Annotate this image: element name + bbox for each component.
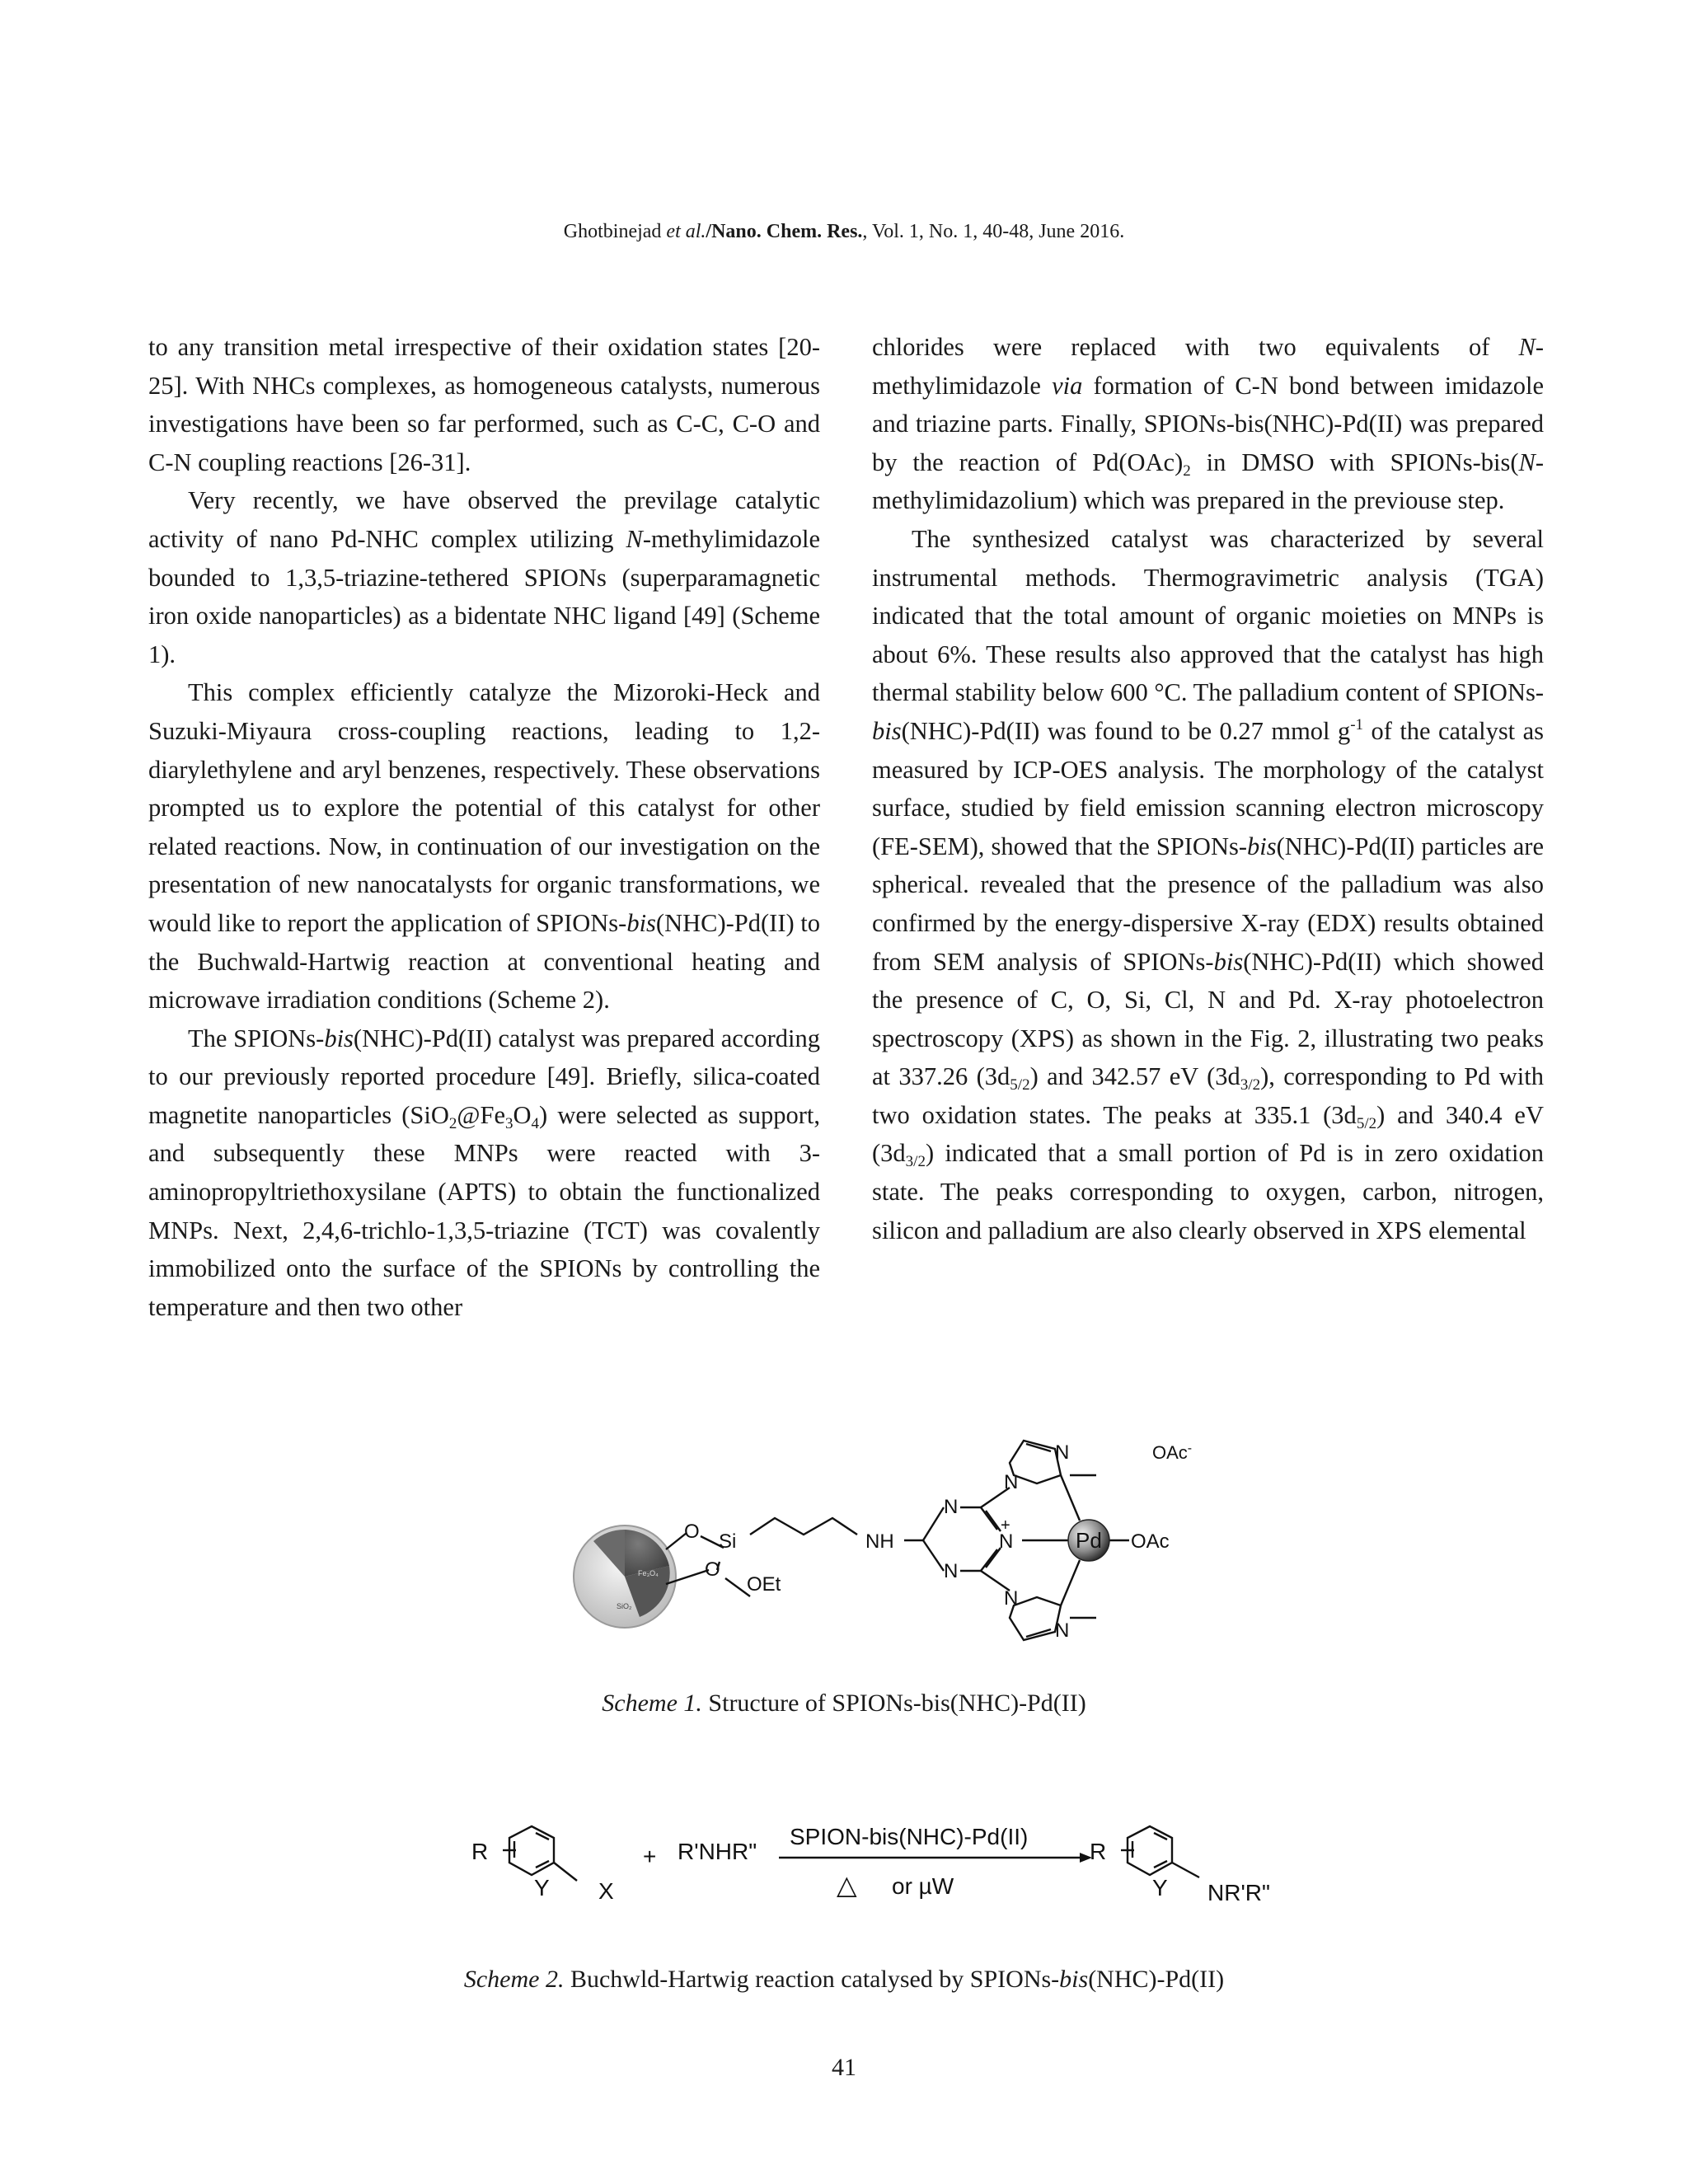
text-run: @Fe bbox=[457, 1100, 505, 1129]
label-amine: R'NHR" bbox=[678, 1839, 757, 1864]
subscript: 4 bbox=[531, 1114, 540, 1132]
label-catalyst: SPION-bis(NHC)-Pd(II) bbox=[790, 1824, 1029, 1849]
subscript: 2 bbox=[448, 1114, 457, 1132]
left-paragraph-4 bbox=[148, 1019, 820, 1327]
scheme-2-caption bbox=[0, 1966, 1688, 1994]
text-run: This complex efficiently catalyze the Mizoroki-Heck and Suzuki-Miyaura cross-coupling reactions, leading to 1,2-diarylethylene and aryl benzenes, respectively. These observations prompted us to explore the potential of this catalyst for other related reactions. Now, in continuation of our investigation on the presentation of new nanocatalysts for organic transformations, we would like to report the application of SPIONs- bbox=[148, 678, 820, 937]
subscript: 3/2 bbox=[905, 1153, 926, 1171]
label-y-left: Y bbox=[534, 1875, 550, 1900]
right-column bbox=[872, 328, 1544, 1249]
text-run: chlorides were replaced with two equivalents of bbox=[872, 333, 1519, 361]
label-plus: + bbox=[643, 1844, 657, 1869]
text-run: O bbox=[513, 1100, 532, 1129]
text-run: in DMSO with SPIONs-bis( bbox=[1190, 448, 1519, 476]
text-run: (NHC)-Pd(II) which showed the presence of C, O, Si, Cl, N and Pd. X-ray photoelectron spectroscopy (XPS) as shown in the Fig. 2, illustrating two peaks at 337.26 (3d bbox=[872, 947, 1544, 1091]
text-run: (NHC)-Pd(II) catalyst was prepared according to our previously reported procedure [49]. Briefly, silica-coated magnetite nanoparticles (SiO bbox=[148, 1024, 820, 1129]
label-triangle-icon: △ bbox=[837, 1870, 857, 1900]
text-run: of the catalyst as measured by ICP-OES analysis. The morphology of the catalyst surface, studied by field emission scanning electron microscopy (FE-SEM), showed that the SPIONs- bbox=[872, 716, 1544, 860]
superscript: -1 bbox=[1350, 715, 1364, 733]
subscript: 3/2 bbox=[1240, 1076, 1261, 1094]
text-run: to any transition metal irrespective of their oxidation states [20-25]. With NHCs complexes, as homogeneous catalysts, numerous investigations have been so far performed, such as C-C, C-O and C-N coupling reactions [26-31]. bbox=[148, 333, 820, 476]
label-product: NR'R" bbox=[1207, 1880, 1270, 1905]
caption-italic: bis bbox=[1059, 1966, 1089, 1993]
running-header bbox=[0, 221, 1688, 243]
left-column bbox=[148, 328, 820, 1326]
text-run: ) and 342.57 eV (3d bbox=[1029, 1062, 1240, 1091]
oac-anion-text: OAc bbox=[1152, 1442, 1188, 1463]
label-n-im-top1: N bbox=[1004, 1471, 1019, 1493]
label-or-mw: or µW bbox=[892, 1873, 954, 1899]
caption-label: Scheme 2. bbox=[463, 1966, 565, 1993]
header-etal: et al. bbox=[661, 221, 706, 242]
label-o-bottom: O bbox=[705, 1558, 720, 1581]
caption-text: (NHC)-Pd(II) bbox=[1088, 1966, 1225, 1993]
text-run: The SPIONs- bbox=[188, 1024, 325, 1052]
text-run: -methylimidazolium) which was prepared in the previouse step. bbox=[872, 448, 1544, 515]
text-run: formation of C-N bond between imidazole and triazine parts. Finally, SPIONs-bis(NHC)-Pd(II) was prepared by the reaction of Pd(OAc) bbox=[872, 371, 1545, 476]
shell-label: SiO₂ bbox=[617, 1602, 632, 1610]
header-details: , Vol. 1, No. 1, 40-48, June 2016. bbox=[862, 221, 1125, 242]
text-run: -methylimidazole bounded to 1,3,5-triazine-tethered SPIONs (superparamagnetic iron oxide nanoparticles) as a bidentate NHC ligand [49] (Scheme 1). bbox=[148, 524, 820, 668]
label-n-im-bot2: N bbox=[1055, 1619, 1070, 1642]
label-oac: OAc bbox=[1131, 1530, 1170, 1553]
label-x-left: X bbox=[598, 1878, 614, 1904]
reactant-ring bbox=[503, 1826, 577, 1881]
text-run: (NHC)-Pd(II) to the Buchwald-Hartwig reaction at conventional heating and microwave irradiation conditions (Scheme 2). bbox=[148, 908, 820, 1015]
subscript: 3 bbox=[504, 1114, 513, 1132]
right-paragraph-1 bbox=[872, 328, 1544, 520]
italic-run: N bbox=[1518, 333, 1536, 361]
nanoparticle-icon bbox=[574, 1526, 676, 1628]
label-n-center: N bbox=[999, 1530, 1014, 1553]
italic-run: bis bbox=[1247, 832, 1277, 860]
text-run: (NHC)-Pd(II) particles are spherical. revealed that the presence of the palladium was also confirmed by the energy-dispersive X-ray (EDX) results obtained from SEM analysis of SPIONs- bbox=[872, 832, 1544, 976]
text-run: ) indicated that a small portion of Pd is in zero oxidation state. The peaks corresponding to oxygen, carbon, nitrogen, silicon and palladium are also clearly observed in XPS elemental bbox=[872, 1139, 1544, 1244]
header-journal: /Nano. Chem. Res. bbox=[706, 221, 863, 242]
label-oet: OEt bbox=[747, 1573, 781, 1596]
italic-run: bis bbox=[1213, 947, 1244, 976]
label-plus: + bbox=[1001, 1516, 1010, 1535]
text-run: (NHC)-Pd(II) was found to be 0.27 mmol g bbox=[901, 716, 1351, 745]
italic-run: bis bbox=[872, 716, 902, 745]
text-run: ), corresponding to Pd with two oxidation states. The peaks at 335.1 (3d bbox=[872, 1062, 1544, 1129]
italic-run: bis bbox=[324, 1024, 354, 1052]
label-pd: Pd bbox=[1076, 1528, 1102, 1553]
left-paragraph-3 bbox=[148, 673, 820, 1019]
label-n-im-top2: N bbox=[1055, 1441, 1070, 1464]
subscript: 5/2 bbox=[1356, 1114, 1377, 1132]
header-authors: Ghotbinejad bbox=[563, 221, 662, 242]
label-nh: NH bbox=[865, 1530, 894, 1553]
scheme-1-structure bbox=[569, 1401, 1228, 1648]
label-r-left: R bbox=[471, 1839, 489, 1864]
italic-run: via bbox=[1052, 371, 1083, 400]
italic-run: N bbox=[626, 524, 643, 553]
subscript: 2 bbox=[1183, 462, 1191, 480]
left-paragraph-2 bbox=[148, 481, 820, 673]
oac-anion-charge: - bbox=[1187, 1441, 1193, 1455]
subscript: 5/2 bbox=[1010, 1076, 1030, 1094]
left-paragraph-1 bbox=[148, 328, 820, 481]
text-run: -methylimidazole bbox=[872, 333, 1544, 400]
text-run: ) were selected as support, and subsequently these MNPs were reacted with 3-aminopropyltriethoxysilane (APTS) to obtain the functionalized MNPs. Next, 2,4,6-trichlo-1,3,5-triazine (TCT) was covalently immobilized onto the surface of the SPIONs by controlling the temperature and then two other bbox=[148, 1100, 820, 1321]
text-run: Very recently, we have observed the previlage catalytic activity of nano Pd-NHC complex utilizing bbox=[148, 486, 820, 553]
reaction-arrow-icon bbox=[779, 1853, 1092, 1863]
core-label: Fe₃O₄ bbox=[638, 1569, 659, 1577]
right-paragraph-2 bbox=[872, 520, 1544, 1249]
text-run: ) and 340.4 eV (3d bbox=[872, 1100, 1544, 1168]
caption-label: Scheme 1. bbox=[602, 1690, 702, 1717]
label-n-im-bot1: N bbox=[1004, 1587, 1019, 1610]
text-run: The synthesized catalyst was characterized by several instrumental methods. Thermogravimetric analysis (TGA) indicated that the total amount of organic moieties on MNPs is about 6%. These results also approved that the catalyst has high thermal stability below 600 °C. The palladium content of SPIONs- bbox=[872, 524, 1544, 707]
page-number: 41 bbox=[832, 2054, 856, 2081]
label-r-right: R bbox=[1090, 1839, 1107, 1864]
product-ring bbox=[1121, 1826, 1199, 1877]
caption-text: Structure of SPIONs-bis(NHC)-Pd(II) bbox=[701, 1690, 1086, 1717]
label-n-bottom: N bbox=[944, 1560, 959, 1582]
label-oac-anion bbox=[1152, 1441, 1192, 1463]
label-n-top: N bbox=[944, 1496, 959, 1518]
italic-run: bis bbox=[626, 908, 656, 937]
label-o-top: O bbox=[684, 1521, 700, 1543]
scheme-2-reaction bbox=[462, 1797, 1335, 1929]
label-y-right: Y bbox=[1152, 1875, 1168, 1900]
italic-run: N bbox=[1518, 448, 1536, 476]
scheme-1-caption bbox=[0, 1690, 1688, 1718]
label-si: Si bbox=[719, 1530, 737, 1553]
caption-text: Buchwld-Hartwig reaction catalysed by SPIONs- bbox=[564, 1966, 1060, 1993]
